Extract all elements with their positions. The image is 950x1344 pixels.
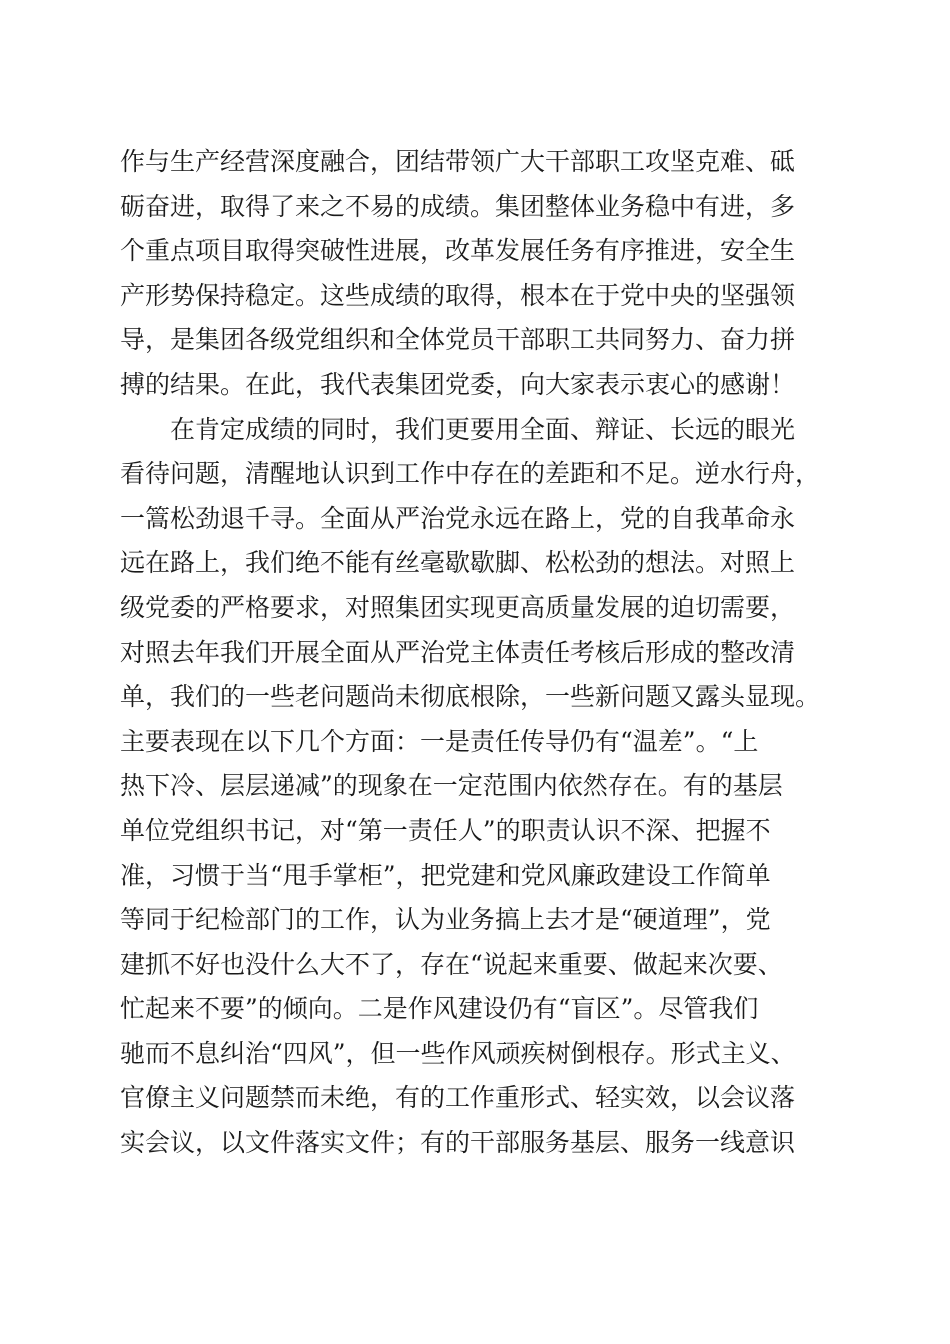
text-line: 忙起来不要”的倾向。二是作风建设仍有“盲区”。尽管我们 <box>120 994 759 1024</box>
paragraph-start-line: 在肯定成绩的同时，我们更要用全面、辩证、长远的眼光 <box>120 414 796 444</box>
text-line: 砺奋进，取得了来之不易的成绩。集团整体业务稳中有进，多 <box>120 191 796 221</box>
text-line: 远在路上，我们绝不能有丝毫歇歇脚、松松劲的想法。对照上 <box>120 548 796 578</box>
text-line: 单，我们的一些老问题尚未彻底根除，一些新问题又露头显现。 <box>120 682 821 712</box>
text-line: 热下冷、层层递减”的现象在一定范围内依然存在。有的基层 <box>120 771 783 801</box>
text-line: 实会议，以文件落实文件；有的干部服务基层、服务一线意识 <box>120 1128 796 1158</box>
text-line: 等同于纪检部门的工作，认为业务搞上去才是“硬道理”，党 <box>120 905 771 935</box>
text-line: 驰而不息纠治“四风”，但一些作风顽疾树倒根存。形式主义、 <box>120 1038 796 1068</box>
text-line: 官僚主义问题禁而未绝，有的工作重形式、轻实效，以会议落 <box>120 1083 796 1113</box>
document-body <box>120 140 840 1166</box>
text-line: 看待问题，清醒地认识到工作中存在的差距和不足。逆水行舟， <box>120 459 821 489</box>
text-line: 单位党组织书记，对“第一责任人”的职责认识不深、把握不 <box>120 815 771 845</box>
text-line: 主要表现在以下几个方面：一是责任传导仍有“温差”。“上 <box>120 726 759 756</box>
text-line: 一篙松劲退千寻。全面从严治党永远在路上，党的自我革命永 <box>120 503 796 533</box>
text-line: 个重点项目取得突破性进展，改革发展任务有序推进，安全生 <box>120 236 796 266</box>
text-line: 搏的结果。在此，我代表集团党委，向大家表示衷心的感谢！ <box>120 369 796 399</box>
text-line: 建抓不好也没什么大不了，存在“说起来重要、做起来次要、 <box>120 949 783 979</box>
text-line: 对照去年我们开展全面从严治党主体责任考核后形成的整改清 <box>120 637 796 667</box>
text-line: 作与生产经营深度融合，团结带领广大干部职工攻坚克难、砥 <box>120 147 796 176</box>
text-line: 准，习惯于当“甩手掌柜”，把党建和党风廉政建设工作简单 <box>120 860 771 890</box>
text-line: 产形势保持稳定。这些成绩的取得，根本在于党中央的坚强领 <box>120 280 796 310</box>
text-line: 级党委的严格要求，对照集团实现更高质量发展的迫切需要， <box>120 592 796 622</box>
text-line: 导，是集团各级党组织和全体党员干部职工共同努力、奋力拼 <box>120 325 796 355</box>
